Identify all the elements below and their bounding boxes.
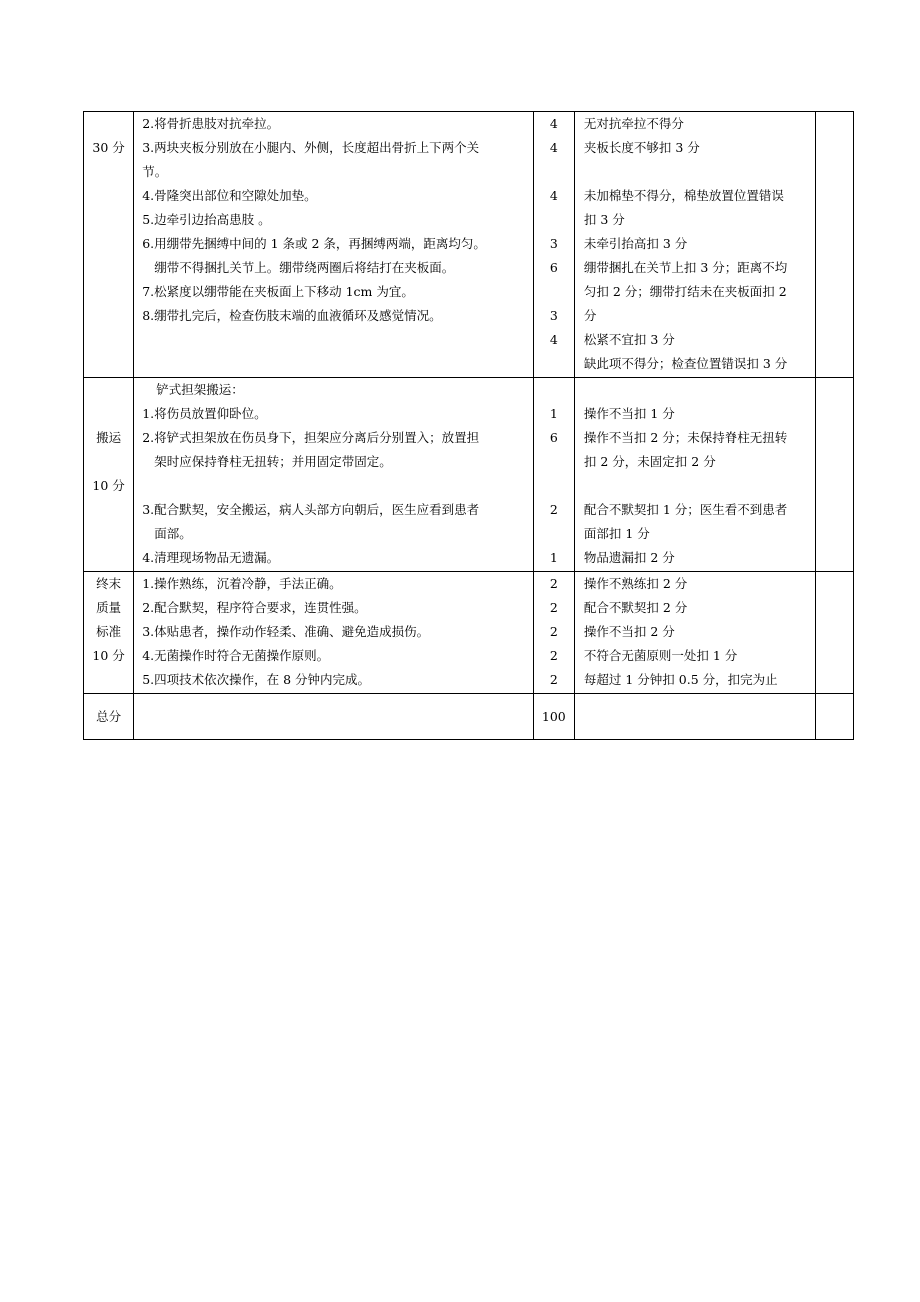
operation-line: 节。 xyxy=(142,164,168,179)
points-line: 3 xyxy=(549,308,558,323)
points-line: 4 xyxy=(549,116,558,131)
operation-cell xyxy=(134,572,534,694)
category-line: 10 分 xyxy=(92,648,125,663)
points-line xyxy=(534,160,574,184)
points-line: 1 xyxy=(549,406,558,421)
operation-line: 3.两块夹板分别放在小腿内、外侧，长度超出骨折上下两个关 xyxy=(142,140,480,155)
deduction-line: 分 xyxy=(583,308,597,323)
points-line: 6 xyxy=(549,260,558,275)
category-line: 终末 xyxy=(96,576,122,591)
score-cell xyxy=(815,112,853,378)
category-line xyxy=(84,402,133,426)
category-cell xyxy=(84,378,134,572)
category-line xyxy=(84,112,133,136)
total-points-cell xyxy=(533,694,574,740)
operation-line: 2.将铲式担架放在伤员身下，担架应分离后分别置入；放置担 xyxy=(142,430,480,445)
operation-line: 8.绷带扎完后，检查伤肢末端的血液循环及感觉情况。 xyxy=(142,308,442,323)
deduction-cell xyxy=(574,378,815,572)
operation-cell xyxy=(134,378,534,572)
points-line xyxy=(534,378,574,402)
operation-line: 面部。 xyxy=(154,526,192,541)
total-row xyxy=(84,694,854,740)
points-line: 2 xyxy=(549,576,558,591)
table-row xyxy=(84,572,854,694)
operation-line: 4.骨隆突出部位和空隙处加垫。 xyxy=(142,188,317,203)
points-line: 2 xyxy=(549,672,558,687)
points-line: 3 xyxy=(549,236,558,251)
category-cell xyxy=(84,572,134,694)
category-line: 搬运 xyxy=(96,430,122,445)
deduction-line: 未牵引抬高扣 3 分 xyxy=(583,236,688,251)
points-line: 1 xyxy=(549,550,558,565)
operation-line: 1.操作熟练，沉着冷静，手法正确。 xyxy=(142,576,342,591)
points-line xyxy=(534,208,574,232)
points-cell xyxy=(533,572,574,694)
operation-line: 2.将骨折患肢对抗牵拉。 xyxy=(142,116,280,131)
score-cell xyxy=(815,378,853,572)
points-cell xyxy=(533,112,574,378)
deduction-cell xyxy=(574,572,815,694)
deduction-line xyxy=(575,160,815,184)
deduction-line: 配合不默契扣 1 分；医生看不到患者 xyxy=(583,502,788,517)
deduction-line: 匀扣 2 分；绷带打结未在夹板面扣 2 xyxy=(583,284,787,299)
category-line xyxy=(84,378,133,402)
points-line xyxy=(534,450,574,474)
points-line: 2 xyxy=(549,648,558,663)
operation-line: 1.将伤员放置仰卧位。 xyxy=(142,406,267,421)
total-deduction-cell xyxy=(574,694,815,740)
deduction-line: 配合不默契扣 2 分 xyxy=(583,600,688,615)
points-line: 4 xyxy=(549,332,558,347)
deduction-line: 物品遗漏扣 2 分 xyxy=(583,550,675,565)
category-line xyxy=(84,450,133,474)
points-cell xyxy=(533,378,574,572)
deduction-line: 操作不当扣 1 分 xyxy=(583,406,675,421)
total-label-cell xyxy=(84,694,134,740)
deduction-line: 扣 3 分 xyxy=(583,212,625,227)
table-row xyxy=(84,112,854,378)
operation-line: 3.体贴患者，操作动作轻柔、准确、避免造成损伤。 xyxy=(142,624,430,639)
operation-line: 5.四项技术依次操作，在 8 分钟内完成。 xyxy=(142,672,371,687)
operation-line: 6.用绷带先捆缚中间的 1 条或 2 条，再捆缚两端，距离均匀。 xyxy=(142,236,486,251)
deduction-line: 操作不当扣 2 分 xyxy=(583,624,675,639)
scoring-table xyxy=(83,111,854,740)
deduction-cell xyxy=(574,112,815,378)
deduction-line: 无对抗牵拉不得分 xyxy=(583,116,684,131)
deduction-line xyxy=(575,378,815,402)
category-cell xyxy=(84,112,134,378)
total-operation-cell xyxy=(134,694,534,740)
operation-line: 铲式担架搬运： xyxy=(156,382,244,397)
points-line xyxy=(534,280,574,304)
deduction-line: 每超过 1 分钟扣 0.5 分，扣完为止 xyxy=(583,672,778,687)
points-line: 6 xyxy=(549,430,558,445)
operation-line: 5.边牵引边抬高患肢 。 xyxy=(142,212,271,227)
operation-line: 3.配合默契，安全搬运，病人头部方向朝后，医生应看到患者 xyxy=(142,502,480,517)
points-line xyxy=(534,522,574,546)
points-line: 4 xyxy=(549,140,558,155)
category-line: 标准 xyxy=(96,624,122,639)
points-line: 4 xyxy=(549,188,558,203)
points-line xyxy=(534,474,574,498)
total-score-cell xyxy=(815,694,853,740)
deduction-line: 操作不熟练扣 2 分 xyxy=(583,576,688,591)
operation-line: 2.配合默契，程序符合要求，连贯性强。 xyxy=(142,600,367,615)
deduction-line: 松紧不宜扣 3 分 xyxy=(583,332,675,347)
table-row xyxy=(84,378,854,572)
deduction-line xyxy=(575,474,815,498)
operation-line: 绷带不得捆扎关节上。绷带绕两圈后将结打在夹板面。 xyxy=(154,260,455,275)
score-cell xyxy=(815,572,853,694)
deduction-line: 夹板长度不够扣 3 分 xyxy=(583,140,700,155)
operation-line: 架时应保持脊柱无扭转；并用固定带固定。 xyxy=(154,454,392,469)
points-line: 2 xyxy=(549,624,558,639)
points-line: 2 xyxy=(549,502,558,517)
deduction-line: 未加棉垫不得分，棉垫放置位置错误 xyxy=(583,188,784,203)
category-line: 质量 xyxy=(96,600,122,615)
deduction-line: 缺此项不得分；检查位置错误扣 3 分 xyxy=(583,356,788,371)
category-line: 30 分 xyxy=(92,140,125,155)
deduction-line: 扣 2 分，未固定扣 2 分 xyxy=(583,454,716,469)
operation-line xyxy=(134,328,533,352)
operation-line: 4.无菌操作时符合无菌操作原则。 xyxy=(142,648,330,663)
operation-cell xyxy=(134,112,534,378)
total-points: 100 xyxy=(541,708,566,724)
category-line: 10 分 xyxy=(92,478,125,493)
deduction-line: 操作不当扣 2 分；未保持脊柱无扭转 xyxy=(583,430,788,445)
deduction-line: 不符合无菌原则一处扣 1 分 xyxy=(583,648,738,663)
points-line: 2 xyxy=(549,600,558,615)
operation-line xyxy=(134,474,533,498)
operation-line: 7.松紧度以绷带能在夹板面上下移动 1cm 为宜。 xyxy=(142,284,414,299)
total-label: 总分 xyxy=(96,708,122,724)
operation-line: 4.清理现场物品无遗漏。 xyxy=(142,550,280,565)
deduction-line: 绷带捆扎在关节上扣 3 分；距离不均 xyxy=(583,260,788,275)
deduction-line: 面部扣 1 分 xyxy=(583,526,650,541)
